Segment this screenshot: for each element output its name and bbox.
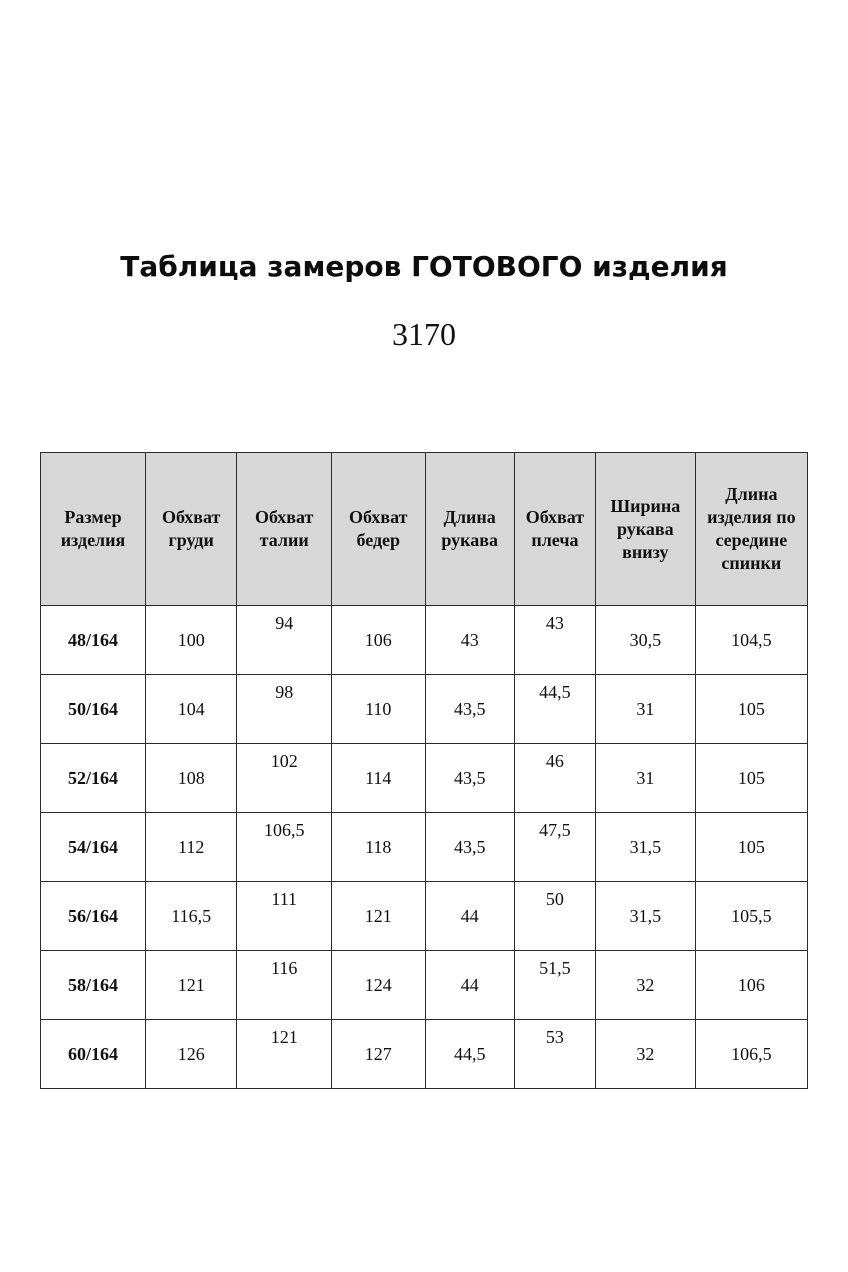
table-row [41, 744, 808, 813]
cell-hips: 114 [331, 744, 425, 813]
cell-sleeve-length: 43,5 [425, 813, 514, 882]
column-header-size: Размер изделия [41, 453, 146, 606]
cell-sleeve-length: 44 [425, 882, 514, 951]
model-code: 3170 [392, 316, 456, 352]
cell-waist: 121 [237, 1020, 332, 1089]
cell-arm-girth: 51,5 [514, 951, 595, 1020]
cell-size: 48/164 [41, 606, 146, 675]
cell-hips: 127 [331, 1020, 425, 1089]
cell-sleeve-length: 43,5 [425, 744, 514, 813]
column-header-hips: Обхват бедер [331, 453, 425, 606]
page-title: Таблица замеров ГОТОВОГО изделия [120, 250, 728, 283]
cell-waist: 102 [237, 744, 332, 813]
cell-arm-girth: 46 [514, 744, 595, 813]
column-header-arm-girth: Обхват плеча [514, 453, 595, 606]
cell-size: 58/164 [41, 951, 146, 1020]
cell-arm-girth: 47,5 [514, 813, 595, 882]
table-row [41, 882, 808, 951]
cell-chest: 112 [145, 813, 236, 882]
cell-back-length: 105 [695, 813, 807, 882]
table-row [41, 1020, 808, 1089]
cell-size: 52/164 [41, 744, 146, 813]
cell-back-length: 105 [695, 675, 807, 744]
cell-back-length: 104,5 [695, 606, 807, 675]
cell-waist: 98 [237, 675, 332, 744]
cell-sleeve-length: 43,5 [425, 675, 514, 744]
cell-waist: 116 [237, 951, 332, 1020]
cell-arm-girth: 43 [514, 606, 595, 675]
cell-back-length: 106 [695, 951, 807, 1020]
cell-sleeve-length: 44,5 [425, 1020, 514, 1089]
cell-waist: 111 [237, 882, 332, 951]
cell-cuff-width: 32 [595, 1020, 695, 1089]
table-row [41, 606, 808, 675]
cell-back-length: 105 [695, 744, 807, 813]
cell-cuff-width: 31,5 [595, 813, 695, 882]
table-header-row [41, 453, 808, 606]
cell-hips: 110 [331, 675, 425, 744]
cell-sleeve-length: 43 [425, 606, 514, 675]
cell-arm-girth: 53 [514, 1020, 595, 1089]
cell-cuff-width: 30,5 [595, 606, 695, 675]
cell-hips: 121 [331, 882, 425, 951]
cell-chest: 126 [145, 1020, 236, 1089]
cell-chest: 104 [145, 675, 236, 744]
cell-size: 54/164 [41, 813, 146, 882]
cell-chest: 100 [145, 606, 236, 675]
measurements-table [40, 452, 808, 1089]
cell-hips: 118 [331, 813, 425, 882]
measurements-table-wrapper [40, 452, 808, 1089]
cell-size: 50/164 [41, 675, 146, 744]
cell-back-length: 106,5 [695, 1020, 807, 1089]
cell-hips: 106 [331, 606, 425, 675]
cell-size: 56/164 [41, 882, 146, 951]
cell-sleeve-length: 44 [425, 951, 514, 1020]
table-row [41, 675, 808, 744]
cell-chest: 121 [145, 951, 236, 1020]
table-header [41, 453, 808, 606]
column-header-cuff-width: Ширина рукава внизу [595, 453, 695, 606]
cell-arm-girth: 50 [514, 882, 595, 951]
cell-chest: 116,5 [145, 882, 236, 951]
column-header-back-length: Длина изделия по середине спинки [695, 453, 807, 606]
cell-waist: 106,5 [237, 813, 332, 882]
cell-chest: 108 [145, 744, 236, 813]
column-header-waist: Обхват талии [237, 453, 332, 606]
cell-cuff-width: 31,5 [595, 882, 695, 951]
document-title-block [0, 248, 848, 354]
table-row [41, 951, 808, 1020]
column-header-sleeve-length: Длина рукава [425, 453, 514, 606]
cell-hips: 124 [331, 951, 425, 1020]
cell-back-length: 105,5 [695, 882, 807, 951]
cell-waist: 94 [237, 606, 332, 675]
cell-cuff-width: 31 [595, 744, 695, 813]
table-body [41, 606, 808, 1089]
cell-cuff-width: 31 [595, 675, 695, 744]
cell-cuff-width: 32 [595, 951, 695, 1020]
cell-size: 60/164 [41, 1020, 146, 1089]
column-header-chest: Обхват груди [145, 453, 236, 606]
table-row [41, 813, 808, 882]
cell-arm-girth: 44,5 [514, 675, 595, 744]
